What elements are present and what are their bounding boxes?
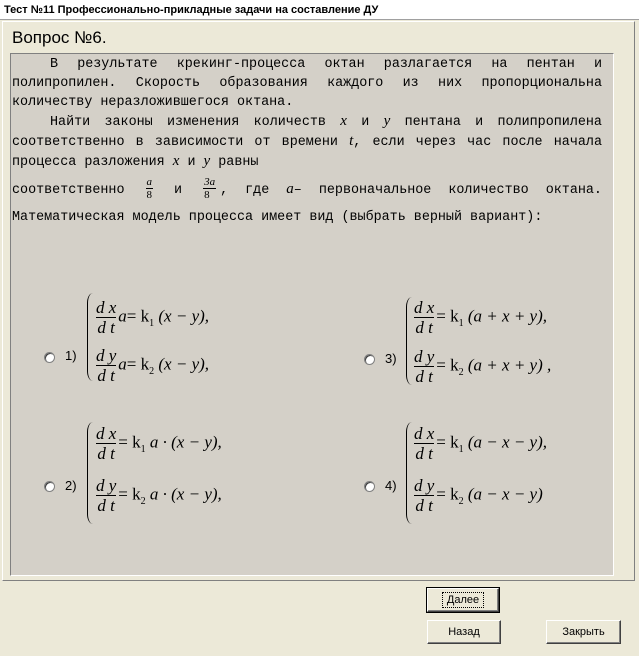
derivative-fraction: $\frac{\text{d y}}{\text{d t}}$ (414, 476, 435, 515)
option-label[interactable]: 1) (65, 348, 77, 363)
derivative-fraction: $\frac{\text{d y}}{\text{d t}}$ (414, 347, 435, 386)
option-label[interactable]: 4) (385, 478, 397, 493)
system-brace (406, 422, 413, 524)
var-a: a (286, 181, 294, 197)
option-radio[interactable] (44, 481, 55, 492)
window-title: Тест №11 Профессионально-прикладные задачи на составление ДУ (0, 0, 639, 20)
equation-1: $\frac{\text{d x}}{\text{d t}}$ = $k_1$ (a − x − y), (414, 424, 547, 463)
derivative-fraction: $\frac{\text{d y}}{\text{d t}}$ (96, 346, 117, 385)
equation-2: $\frac{\text{d y}}{\text{d t}}$ = $k_2$ (a − x − y) (414, 476, 543, 515)
system-brace (87, 422, 94, 524)
option-label[interactable]: 2) (65, 478, 77, 493)
derivative-fraction: $\frac{\text{d x}}{\text{d t}}$ (96, 298, 117, 337)
derivative-fraction: $\frac{\text{d y}}{\text{d t}}$ (96, 476, 117, 515)
derivative-fraction: $\frac{\text{d x}}{\text{d t}}$ (414, 424, 435, 463)
option-radio[interactable] (44, 352, 55, 363)
option-radio[interactable] (364, 481, 375, 492)
fraction-a-over-8: $\frac{a}{8}$ (146, 176, 153, 202)
system-brace (87, 293, 94, 381)
question-text (12, 55, 602, 227)
equation-1: $\frac{\text{d x}}{\text{d t}}$ = $k_1$ (a + x + y), (414, 298, 547, 337)
question-paragraph-2-cont: соответственно $\frac{a}{8}$ и $\frac{3a}{8}$ , где a– первоначальное количество октана. (12, 176, 602, 202)
next-button[interactable]: Далее (427, 588, 499, 612)
option-radio[interactable] (364, 354, 375, 365)
close-button[interactable]: Закрыть (546, 620, 621, 644)
equation-1: $\frac{\text{d x}}{\text{d t}}$ = $k_1$ a · (x − y), (96, 424, 222, 463)
system-brace (406, 297, 413, 385)
var-t: t (349, 133, 354, 149)
question-paragraph-3: Математическая модель процесса имеет вид (выбрать верный вариант): (12, 210, 543, 225)
question-paragraph-1: В результате крекинг-процесса октан разлагается на пентан и полипропилен. Скорость образования каждого из них пропорциональна количеству неразложившегося октана. (12, 57, 602, 110)
var-y: y (383, 113, 391, 129)
question-paragraph-2: Найти законы изменения количеств x и y пентана и полипропилена соответственно в зависимости от времени t, если через час после начала процесса разложения x и y равны (12, 113, 602, 170)
equation-2: $\frac{\text{d y}}{\text{d t}}$ = $k_2$ (a + x + y) , (414, 347, 552, 386)
equation-2: $\frac{\text{d y}}{\text{d t}}$ = $k_2$ a · (x − y), (96, 476, 222, 515)
derivative-fraction: $\frac{\text{d x}}{\text{d t}}$ (96, 424, 117, 463)
equation-2: $\frac{\text{d y}}{\text{d t}}$ $a= k_2$ (x − y), (96, 346, 210, 385)
question-title: Вопрос №6. (12, 28, 107, 47)
derivative-fraction: $\frac{\text{d x}}{\text{d t}}$ (414, 298, 435, 337)
fraction-3a-over-8: $\frac{3a}{8}$ (204, 176, 216, 202)
back-button[interactable]: Назад (427, 620, 501, 644)
option-label[interactable]: 3) (385, 351, 397, 366)
equation-1: $\frac{\text{d x}}{\text{d t}}$ $a= k_1$ (x − y), (96, 298, 210, 337)
var-x: x (340, 113, 347, 129)
